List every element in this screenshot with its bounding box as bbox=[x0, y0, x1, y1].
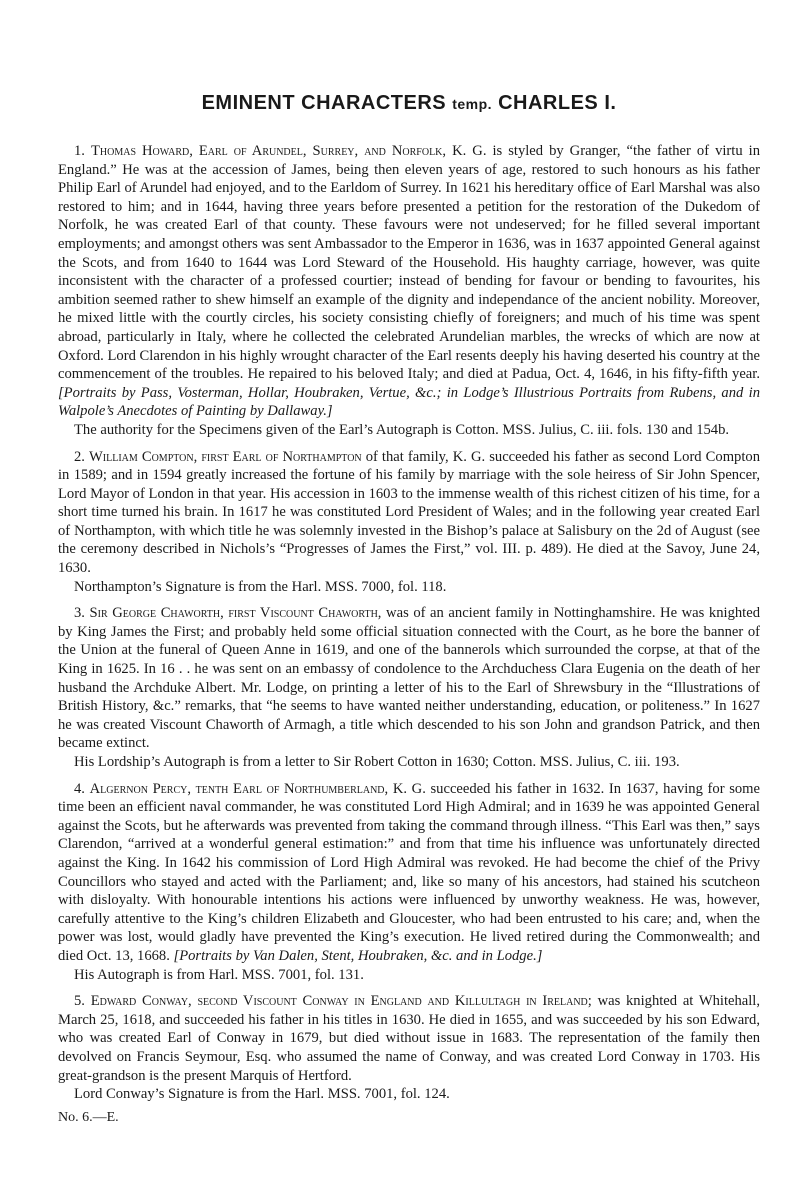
entry-text: K. G. succeeded his father in 1632. In 1637, having for some time been an efficient naval commander, he was constituted Lord High Admiral; and in 1639 he was appointed General against the Scots, but he afterwards was prevented from taking the command through illness. “This Earl was then,” says Clarendon, “arrived at a wonderful general estimation:” and from that time his influence was unfortunately directed against the King. In 1642 his commission of Lord High Admiral was revoked. He had become the chief of the Privy Councillors who stayed and acted with the Parliament; and, like so many of his ancestors, had stained his scutcheon with disloyalty. With honourable intentions his actions were influenced by unworthy weakness. He was, however, carefully attentive to the King’s children Elizabeth and Gloucester, who had been entrusted to his care; and, when the power was lost, would gladly have prevented the King’s execution. He lived retired during the Commonwealth; and died Oct. 13, 1668. bbox=[58, 780, 761, 964]
entry-paragraph bbox=[58, 604, 760, 753]
entry-text: of that family, K. G. succeeded his father as second Lord Compton in 1589; and in 1594 greatly increased the fortune of his family by marriage with the sole heiress of Sir John Spencer, Lord Mayor of London in that year. His accession in 1603 to the immense wealth of this richest citizen of his time, for a short time turned his brain. In 1617 he was constituted Lord President of Wales; and in the following year created Earl of Northampton, with which title he was solemnly invested in the Bishop’s palace at Salisbury on the 2d of August (see the ceremony described in Nichols’s “Progresses of James the First,” vol. III. p. 489). He died at the Savoy, June 24, 1630. bbox=[58, 448, 760, 577]
entry-number: 3. bbox=[74, 605, 85, 622]
entry-source-note: Northampton’s Signature is from the Harl. MSS. 7000, fol. 118. bbox=[74, 578, 447, 595]
entry-northampton bbox=[58, 448, 760, 597]
entry-northumberland bbox=[58, 780, 760, 985]
entry-paragraph bbox=[58, 780, 760, 966]
entry-name: William Compton, first Earl of Northampton bbox=[89, 448, 362, 465]
entry-paragraph bbox=[58, 448, 760, 578]
entry-paragraph bbox=[58, 142, 760, 421]
entry-portrait-refs: [Portraits by Van Dalen, Stent, Houbraken, &c. and in Lodge.] bbox=[173, 947, 543, 964]
entry-name: Thomas Howard, Earl of Arundel, Surrey, and Norfolk, bbox=[90, 143, 447, 159]
entry-name: Algernon Percy, tenth Earl of Northumberland, bbox=[89, 780, 389, 797]
title-temp: temp. bbox=[452, 96, 493, 112]
title-reign: CHARLES I. bbox=[498, 92, 617, 114]
entry-source-note: His Autograph is from Harl. MSS. 7001, fol. 131. bbox=[74, 966, 364, 983]
entry-number: 1. bbox=[74, 143, 85, 159]
entry-text: K. G. is styled by Granger, “the father of virtu in England.” He was at the accession of James, being then eleven years of age, restored to such honours as his father Philip Earl of Arundel had enjoyed, and to the Earldom of Surrey. In 1621 his hereditary office of Earl Marshal was also restored to him; and in 1644, having three years before presented a petition for the restoration of the Dukedom of Norfolk, he was created Earl of that county. These favours were not undeserved; for he filled several important employments; and amongst others was sent Ambassador to the Emperor in 1636, was in 1637 appointed General against the Scots, and from 1640 to 1644 was Lord Steward of the Household. His haughty carriage, however, was quite inconsistent with the character of a professed courtier; instead of bending for favour or bending to favourites, his ambition seemed rather to shew himself an example of the dignity and independance of the ancient nobility. Moreover, he mixed little with the courtly circles, his society consisting chiefly of foreigners; and much of his time was spent abroad, particularly in Italy, where he collected the celebrated Arundelian marbles, the wrecks of which are now at Oxford. Lord Clarendon in his highly wrought character of the Earl resents deeply his having deserted his country at the commencement of the troubles. He repaired to his beloved Italy; and died at Padua, Oct. 4, 1646, in his fifty-fifth year. bbox=[58, 143, 760, 383]
entry-arundel bbox=[58, 142, 760, 440]
page bbox=[58, 92, 760, 1126]
entry-source-note: Lord Conway’s Signature is from the Harl. MSS. 7001, fol. 124. bbox=[74, 1086, 450, 1103]
entry-text: was of an ancient family in Nottinghamshire. He was knighted by King James the First; and probably held some official situation connected with the Court, as he bore the banner of the Union at the funeral of Queen Anne in 1619, and one of the bannerols which surrounded the corpse, at that of the King in 1625. In 16 . . he was sent on an embassy of condolence to the Archduchess Clara Eugenia on the death of her husband the Archduke Albert. Mr. Lodge, on printing a letter of his to the Earl of Shrewsbury in the “Illustrations of British History, &c.” remarks, that “he seems to have wanted neither understanding, education, or politeness.” In 1627 he was created Viscount Chaworth of Armagh, a title which descended to his son John and grandson Patrick, and then became extinct. bbox=[58, 605, 760, 752]
page-title bbox=[58, 92, 760, 115]
entry-name: Edward Conway, second Viscount Conway in England and Killultagh in Ireland; bbox=[90, 993, 592, 1010]
entry-conway bbox=[58, 992, 760, 1104]
entry-name: Sir George Chaworth, first Viscount Chaworth, bbox=[89, 605, 382, 622]
entry-text: was knighted at Whitehall, March 25, 1618, and succeeded his father in his titles in 1630. He died in 1655, and was succeeded by his son Edward, who was created Earl of Conway in 1679, but died without issue in 1683. The representation of the family then devolved on Francis Seymour, Esq. who assumed the name of Conway, and was created Lord Conway in 1703. His great-grandson is the present Marquis of Hertford. bbox=[58, 993, 761, 1084]
title-main: EMINENT CHARACTERS bbox=[201, 92, 447, 114]
entry-portrait-refs: [Portraits by Pass, Vosterman, Hollar, Houbraken, Vertue, &c.; in Lodge’s Illustrious Portraits from Rubens, and in Walpole’s Anecdotes of Painting by Dallaway.] bbox=[58, 384, 760, 420]
entry-source-note: The authority for the Specimens given of the Earl’s Autograph is Cotton. MSS. Julius, C. iii. fols. 130 and 154b. bbox=[74, 421, 730, 438]
entry-source-note: His Lordship’s Autograph is from a letter to Sir Robert Cotton in 1630; Cotton. MSS. Julius, C. iii. 193. bbox=[74, 754, 680, 770]
page-signature-label: No. 6.—E. bbox=[58, 1109, 119, 1125]
entry-number: 4. bbox=[74, 780, 85, 797]
entry-number: 2. bbox=[74, 448, 85, 465]
entry-chaworth bbox=[58, 604, 760, 771]
entry-paragraph bbox=[58, 992, 760, 1085]
entry-number: 5. bbox=[74, 993, 85, 1010]
